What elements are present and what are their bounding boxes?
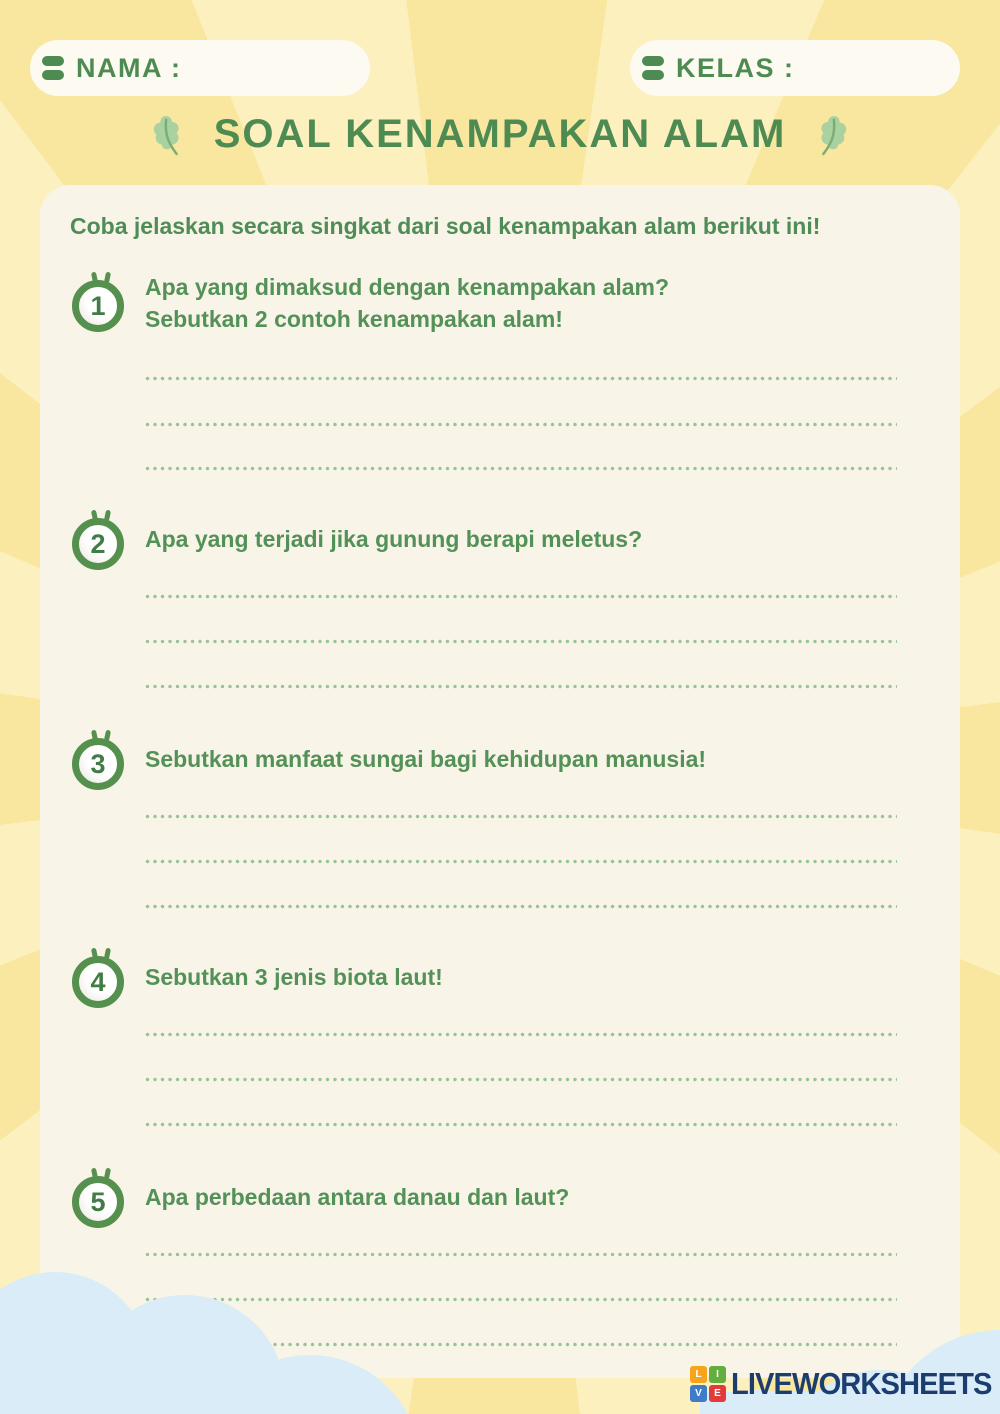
answer-line[interactable] bbox=[145, 859, 897, 864]
question-number-badge bbox=[72, 518, 124, 570]
answer-line[interactable] bbox=[145, 904, 897, 909]
leaf-icon bbox=[150, 114, 188, 156]
badge-tick bbox=[91, 510, 98, 522]
answer-line[interactable] bbox=[145, 1122, 897, 1127]
list-icon bbox=[642, 56, 664, 80]
question-line: Sebutkan 2 contoh kenampakan alam! bbox=[145, 306, 563, 332]
answer-line[interactable] bbox=[145, 1077, 897, 1082]
question-text bbox=[145, 743, 935, 775]
question-number: 4 bbox=[90, 966, 106, 997]
nama-field[interactable] bbox=[30, 40, 370, 96]
question-text bbox=[145, 961, 935, 993]
badge-tick bbox=[104, 510, 111, 522]
answer-line[interactable] bbox=[145, 376, 897, 381]
brand-text: LIVEWORKSHEETS bbox=[731, 1366, 992, 1401]
answer-line[interactable] bbox=[145, 466, 897, 471]
nama-label: NAMA : bbox=[76, 52, 182, 83]
page-title: SOAL KENAMPAKAN ALAM bbox=[213, 112, 787, 156]
answer-line[interactable] bbox=[145, 1252, 897, 1257]
question-number-badge bbox=[72, 956, 124, 1008]
badge-tick bbox=[104, 948, 111, 960]
logo-square-i: I bbox=[709, 1366, 726, 1383]
badge-tick bbox=[91, 1168, 98, 1180]
question-line: Sebutkan 3 jenis biota laut! bbox=[145, 964, 443, 990]
title-row bbox=[0, 112, 1000, 157]
question-line: Sebutkan manfaat sungai bagi kehidupan manusia! bbox=[145, 746, 707, 772]
badge-tick bbox=[104, 272, 111, 284]
badge-tick bbox=[91, 272, 98, 284]
question-text bbox=[145, 523, 935, 555]
question-text bbox=[145, 271, 935, 335]
question-line: Apa yang terjadi jika gunung berapi meletus? bbox=[145, 526, 643, 552]
liveworksheets-grid-icon bbox=[690, 1366, 726, 1402]
answer-line[interactable] bbox=[145, 814, 897, 819]
answer-line[interactable] bbox=[145, 422, 897, 427]
answer-line[interactable] bbox=[145, 1032, 897, 1037]
question-number: 3 bbox=[90, 748, 106, 779]
question-number: 5 bbox=[90, 1186, 106, 1217]
answer-line[interactable] bbox=[145, 594, 897, 599]
question-number: 2 bbox=[90, 528, 106, 559]
logo-square-v: V bbox=[690, 1385, 707, 1402]
question-line: Apa perbedaan antara danau dan laut? bbox=[145, 1184, 570, 1210]
list-icon bbox=[42, 56, 64, 80]
badge-tick bbox=[91, 730, 98, 742]
question-line: Apa yang dimaksud dengan kenampakan alam? bbox=[145, 274, 670, 300]
worksheet-card bbox=[40, 185, 960, 1378]
badge-tick bbox=[91, 948, 98, 960]
question-number: 1 bbox=[90, 290, 106, 321]
badge-tick bbox=[104, 1168, 111, 1180]
answer-line[interactable] bbox=[145, 684, 897, 689]
answer-line[interactable] bbox=[145, 1297, 897, 1302]
question-text bbox=[145, 1181, 935, 1213]
answer-line[interactable] bbox=[145, 639, 897, 644]
liveworksheets-logo bbox=[690, 1366, 1000, 1402]
kelas-field[interactable] bbox=[630, 40, 960, 96]
question-number-badge bbox=[72, 1176, 124, 1228]
intro-text: Coba jelaskan secara singkat dari soal kenampakan alam berikut ini! bbox=[70, 213, 821, 239]
leaf-icon bbox=[812, 114, 850, 156]
question-number-badge bbox=[72, 280, 124, 332]
logo-square-l: L bbox=[690, 1366, 707, 1383]
kelas-label: KELAS : bbox=[676, 52, 795, 83]
logo-square-e: E bbox=[709, 1385, 726, 1402]
badge-tick bbox=[104, 730, 111, 742]
question-number-badge bbox=[72, 738, 124, 790]
